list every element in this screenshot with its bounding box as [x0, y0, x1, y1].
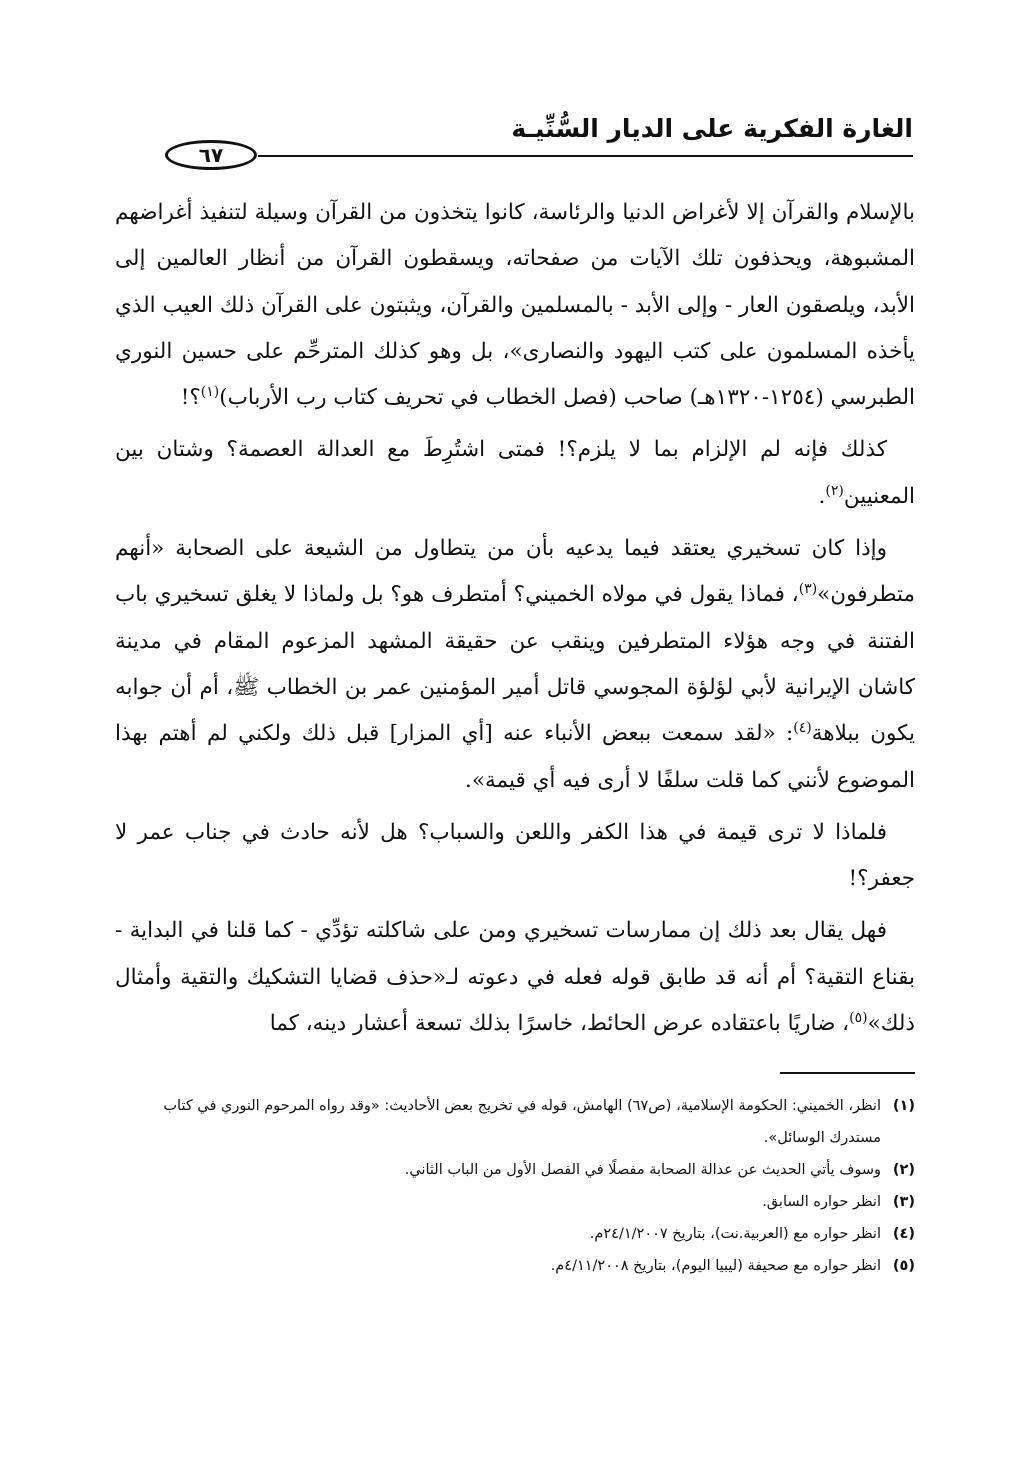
- footnote-5: [115, 1250, 915, 1282]
- paragraph-4: [115, 810, 915, 903]
- footnote-number: (١): [892, 1098, 915, 1114]
- footnote-number: (٢): [892, 1162, 915, 1178]
- paragraph-3-text-b: ، فماذا يقول في مولاه الخميني؟ أمتطرف هو؟ بل ولماذا لا يغلق تسخيري باب الفتنة في وجه هؤلاء المتطرفين وينقب عن حقيقة المشهد المزعوم المقام في مدينة كاشان الإيرانية لأبي لؤلؤة المجوسي قاتل أمير المؤمنين عمر بن الخطاب ﷺ، أم أن جوابه يكون ببلاهة: [115, 582, 915, 747]
- footnote-ref-3[interactable]: (٣): [798, 581, 818, 598]
- footnote-text: انظر، الخميني: الحكومة الإسلامية، (ص٦٧) الهامش، قوله في تخريج بعض الأحاديث: «وقد رواه المرحوم النوري في كتاب مستدرك الوسائل».: [163, 1098, 881, 1146]
- paragraph-3-text-c: : «لقد سمعت ببعض الأنباء عنه [أي المزار] قبل ذلك ولكني لم أهتم بهذا الموضوع لأنني كما قلت سلفًا لا أرى فيه أي قيمة».: [115, 721, 915, 793]
- page-number: ٦٧: [198, 143, 224, 167]
- footnote-text: انظر حواره مع (العربية.نت)، بتاريخ ٢٤/١/٢٠٠٧م.: [589, 1226, 881, 1242]
- paragraph-4-text: فلماذا لا ترى قيمة في هذا الكفر واللعن والسباب؟ هل لأنه حادث في جناب عمر لا جعفر؟!: [115, 819, 915, 892]
- footnote-4: [115, 1218, 915, 1250]
- paragraph-3-text-a: وإذا كان تسخيري يعتقد فيما يدعيه بأن من يتطاول من الشيعة على الصحابة «أنهم متطرفون»: [115, 536, 915, 608]
- header-divider: [258, 155, 913, 157]
- footnote-text: انظر حواره مع صحيفة (ليبيا اليوم)، بتاريخ ٤/١١/٢٠٠٨م.: [550, 1258, 881, 1274]
- paragraph-5: [115, 908, 915, 1047]
- paragraph-5-text-a: فهل يقال بعد ذلك إن ممارسات تسخيري ومن على شاكلته تؤدِّي - كما قلنا في البداية - بقناع التقية؟ أم أنه قد طابق قوله فعله في دعوته لـ«حذف قضايا التشكيك والتقية وأمثال ذلك»: [115, 918, 915, 1037]
- footnote-number: (٥): [892, 1258, 915, 1274]
- paragraph-5-text-b: ، ضاريًا باعتقاده عرض الحائط، خاسرًا بذلك تسعة أعشار دينه، كما: [269, 1011, 850, 1037]
- paragraph-2: [115, 427, 915, 520]
- paragraph-1: [115, 190, 915, 421]
- footnote-1: [115, 1090, 915, 1154]
- footnote-text: وسوف يأتي الحديث عن عدالة الصحابة مفصلًا في الفصل الأول من الباب الثاني.: [404, 1162, 881, 1178]
- paragraph-1-text: بالإسلام والقرآن إلا لأغراض الدنيا والرئاسة، كانوا يتخذون من القرآن وسيلة لتنفيذ أغراضهم المشبوهة، ويحذفون تلك الآيات من صفحاته، ويسقطون القرآن من أنظار العالمين إلى الأبد، ويلصقون العار - وإلى الأبد - بالمسلمين والقرآن، ويثبتون على القرآن ذلك العيب الذي يأخذه المسلمون على كتب اليهود والنصارى»، بل وهو كذلك المترحِّم على حسين النوري الطبرسي (١٢٥٤-١٣٢٠هـ) صاحب (فصل الخطاب في تحريف كتاب رب الأرباب): [115, 200, 915, 411]
- page-number-badge: [165, 140, 257, 170]
- footnote-number: (٤): [892, 1226, 915, 1242]
- paragraph-1-tail: ؟!: [180, 385, 201, 411]
- paragraph-2-tail: .: [818, 483, 826, 509]
- main-text: [115, 190, 915, 1047]
- footnote-number: (٣): [892, 1194, 915, 1210]
- footnote-separator: [780, 1072, 915, 1074]
- footnotes-section: [115, 1090, 915, 1282]
- footnote-2: [115, 1154, 915, 1186]
- footnote-ref-1[interactable]: (١): [200, 384, 220, 401]
- footnote-text: انظر حواره السابق.: [762, 1194, 881, 1210]
- footnote-3: [115, 1186, 915, 1218]
- running-header-title: الغارة الفكرية على الديار السُّنِّيـة: [511, 114, 913, 143]
- paragraph-3: [115, 526, 915, 804]
- footnote-ref-5[interactable]: (٥): [849, 1009, 868, 1026]
- footnote-ref-2[interactable]: (٢): [825, 482, 844, 499]
- footnote-ref-4[interactable]: (٤): [793, 720, 812, 737]
- paragraph-2-text: كذلك فإنه لم الإلزام بما لا يلزم؟! فمتى اشتُرِطَ مع العدالة العصمة؟ وشتان بين المعنيين: [115, 437, 915, 509]
